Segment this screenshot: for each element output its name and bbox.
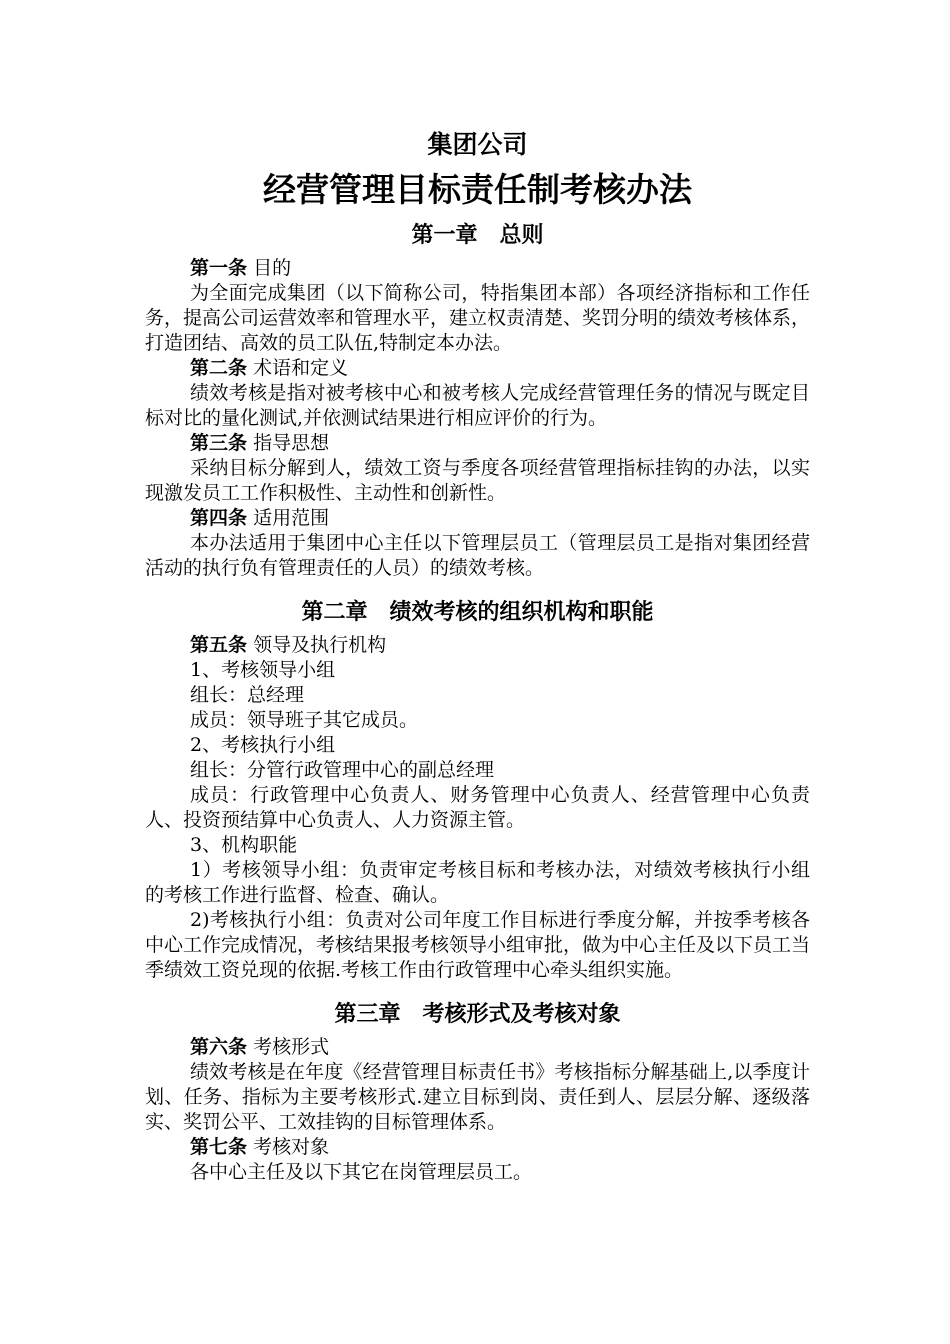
company-title: 集团公司 (427, 130, 528, 159)
article-title: 术语和定义 (253, 357, 349, 379)
list-line: 1、考核领导小组 (190, 659, 336, 681)
article-number: 第一条 (190, 257, 248, 279)
list-line: 3、机构职能 (190, 834, 298, 856)
article-title: 适用范围 (253, 507, 330, 529)
article-title: 目的 (253, 257, 292, 279)
article-7-heading (190, 1135, 810, 1160)
document-page (145, 128, 810, 1185)
chapter-1-heading: 第一章 总则 (411, 222, 544, 248)
article-4-heading (190, 506, 810, 531)
article-3-heading (190, 431, 810, 456)
article-title: 考核对象 (253, 1136, 330, 1158)
list-line: 成员：领导班子其它成员。 (190, 709, 419, 731)
paragraph: 1）考核领导小组：负责审定考核目标和考核办法，对绩效考核执行小组的考核工作进行监督、检查、确认。 (145, 859, 810, 906)
chapter-2-heading: 第二章 绩效考核的组织机构和职能 (301, 599, 654, 625)
paragraph: 2)考核执行小组：负责对公司年度工作目标进行季度分解，并按季考核各中心工作完成情况，考核结果报考核领导小组审批，做为中心主任及以下员工当季绩效工资兑现的依据.考核工作由行政管理中心牵头组织实施。 (145, 909, 811, 981)
chapter-3-heading: 第三章 考核形式及考核对象 (334, 1001, 621, 1027)
article-title: 考核形式 (253, 1036, 330, 1058)
paragraph: 本办法适用于集团中心主任以下管理层员工（管理层员工是指对集团经营活动的执行负有管理责任的人员）的绩效考核。 (145, 532, 810, 579)
article-title: 指导思想 (253, 432, 330, 454)
article-number: 第六条 (190, 1036, 248, 1058)
article-number: 第五条 (190, 634, 248, 656)
paragraph: 成员：行政管理中心负责人、财务管理中心负责人、经营管理中心负责人、投资预结算中心负责人、人力资源主管。 (145, 784, 810, 831)
paragraph: 各中心主任及以下其它在岗管理层员工。 (190, 1161, 533, 1183)
article-number: 第四条 (190, 507, 248, 529)
paragraph: 为全面完成集团（以下简称公司，特指集团本部）各项经济指标和工作任务，提高公司运营效率和管理水平，建立权责清楚、奖罚分明的绩效考核体系，打造团结、高效的员工队伍,特制定本办法。 (145, 282, 811, 354)
paragraph: 采纳目标分解到人，绩效工资与季度各项经营管理指标挂钩的办法，以实现激发员工工作积极性、主动性和创新性。 (145, 457, 810, 504)
article-5-heading (190, 633, 810, 658)
article-number: 第二条 (190, 357, 248, 379)
list-line: 组长：总经理 (190, 684, 305, 706)
article-2-heading (190, 356, 810, 381)
article-title: 领导及执行机构 (253, 634, 387, 656)
article-6-heading (190, 1035, 810, 1060)
article-1-heading (190, 256, 810, 281)
paragraph: 绩效考核是在年度《经营管理目标责任书》考核指标分解基础上,以季度计划、任务、指标为主要考核形式.建立目标到岗、责任到人、层层分解、逐级落实、奖罚公平、工效挂钩的目标管理体系。 (145, 1061, 810, 1133)
list-line: 组长：分管行政管理中心的副总经理 (190, 759, 495, 781)
list-line: 2、考核执行小组 (190, 734, 336, 756)
paragraph: 绩效考核是指对被考核中心和被考核人完成经营管理任务的情况与既定目标对比的量化测试,并依测试结果进行相应评价的行为。 (145, 382, 810, 429)
article-number: 第三条 (190, 432, 248, 454)
document-title: 经营管理目标责任制考核办法 (263, 170, 692, 209)
article-number: 第七条 (190, 1136, 248, 1158)
